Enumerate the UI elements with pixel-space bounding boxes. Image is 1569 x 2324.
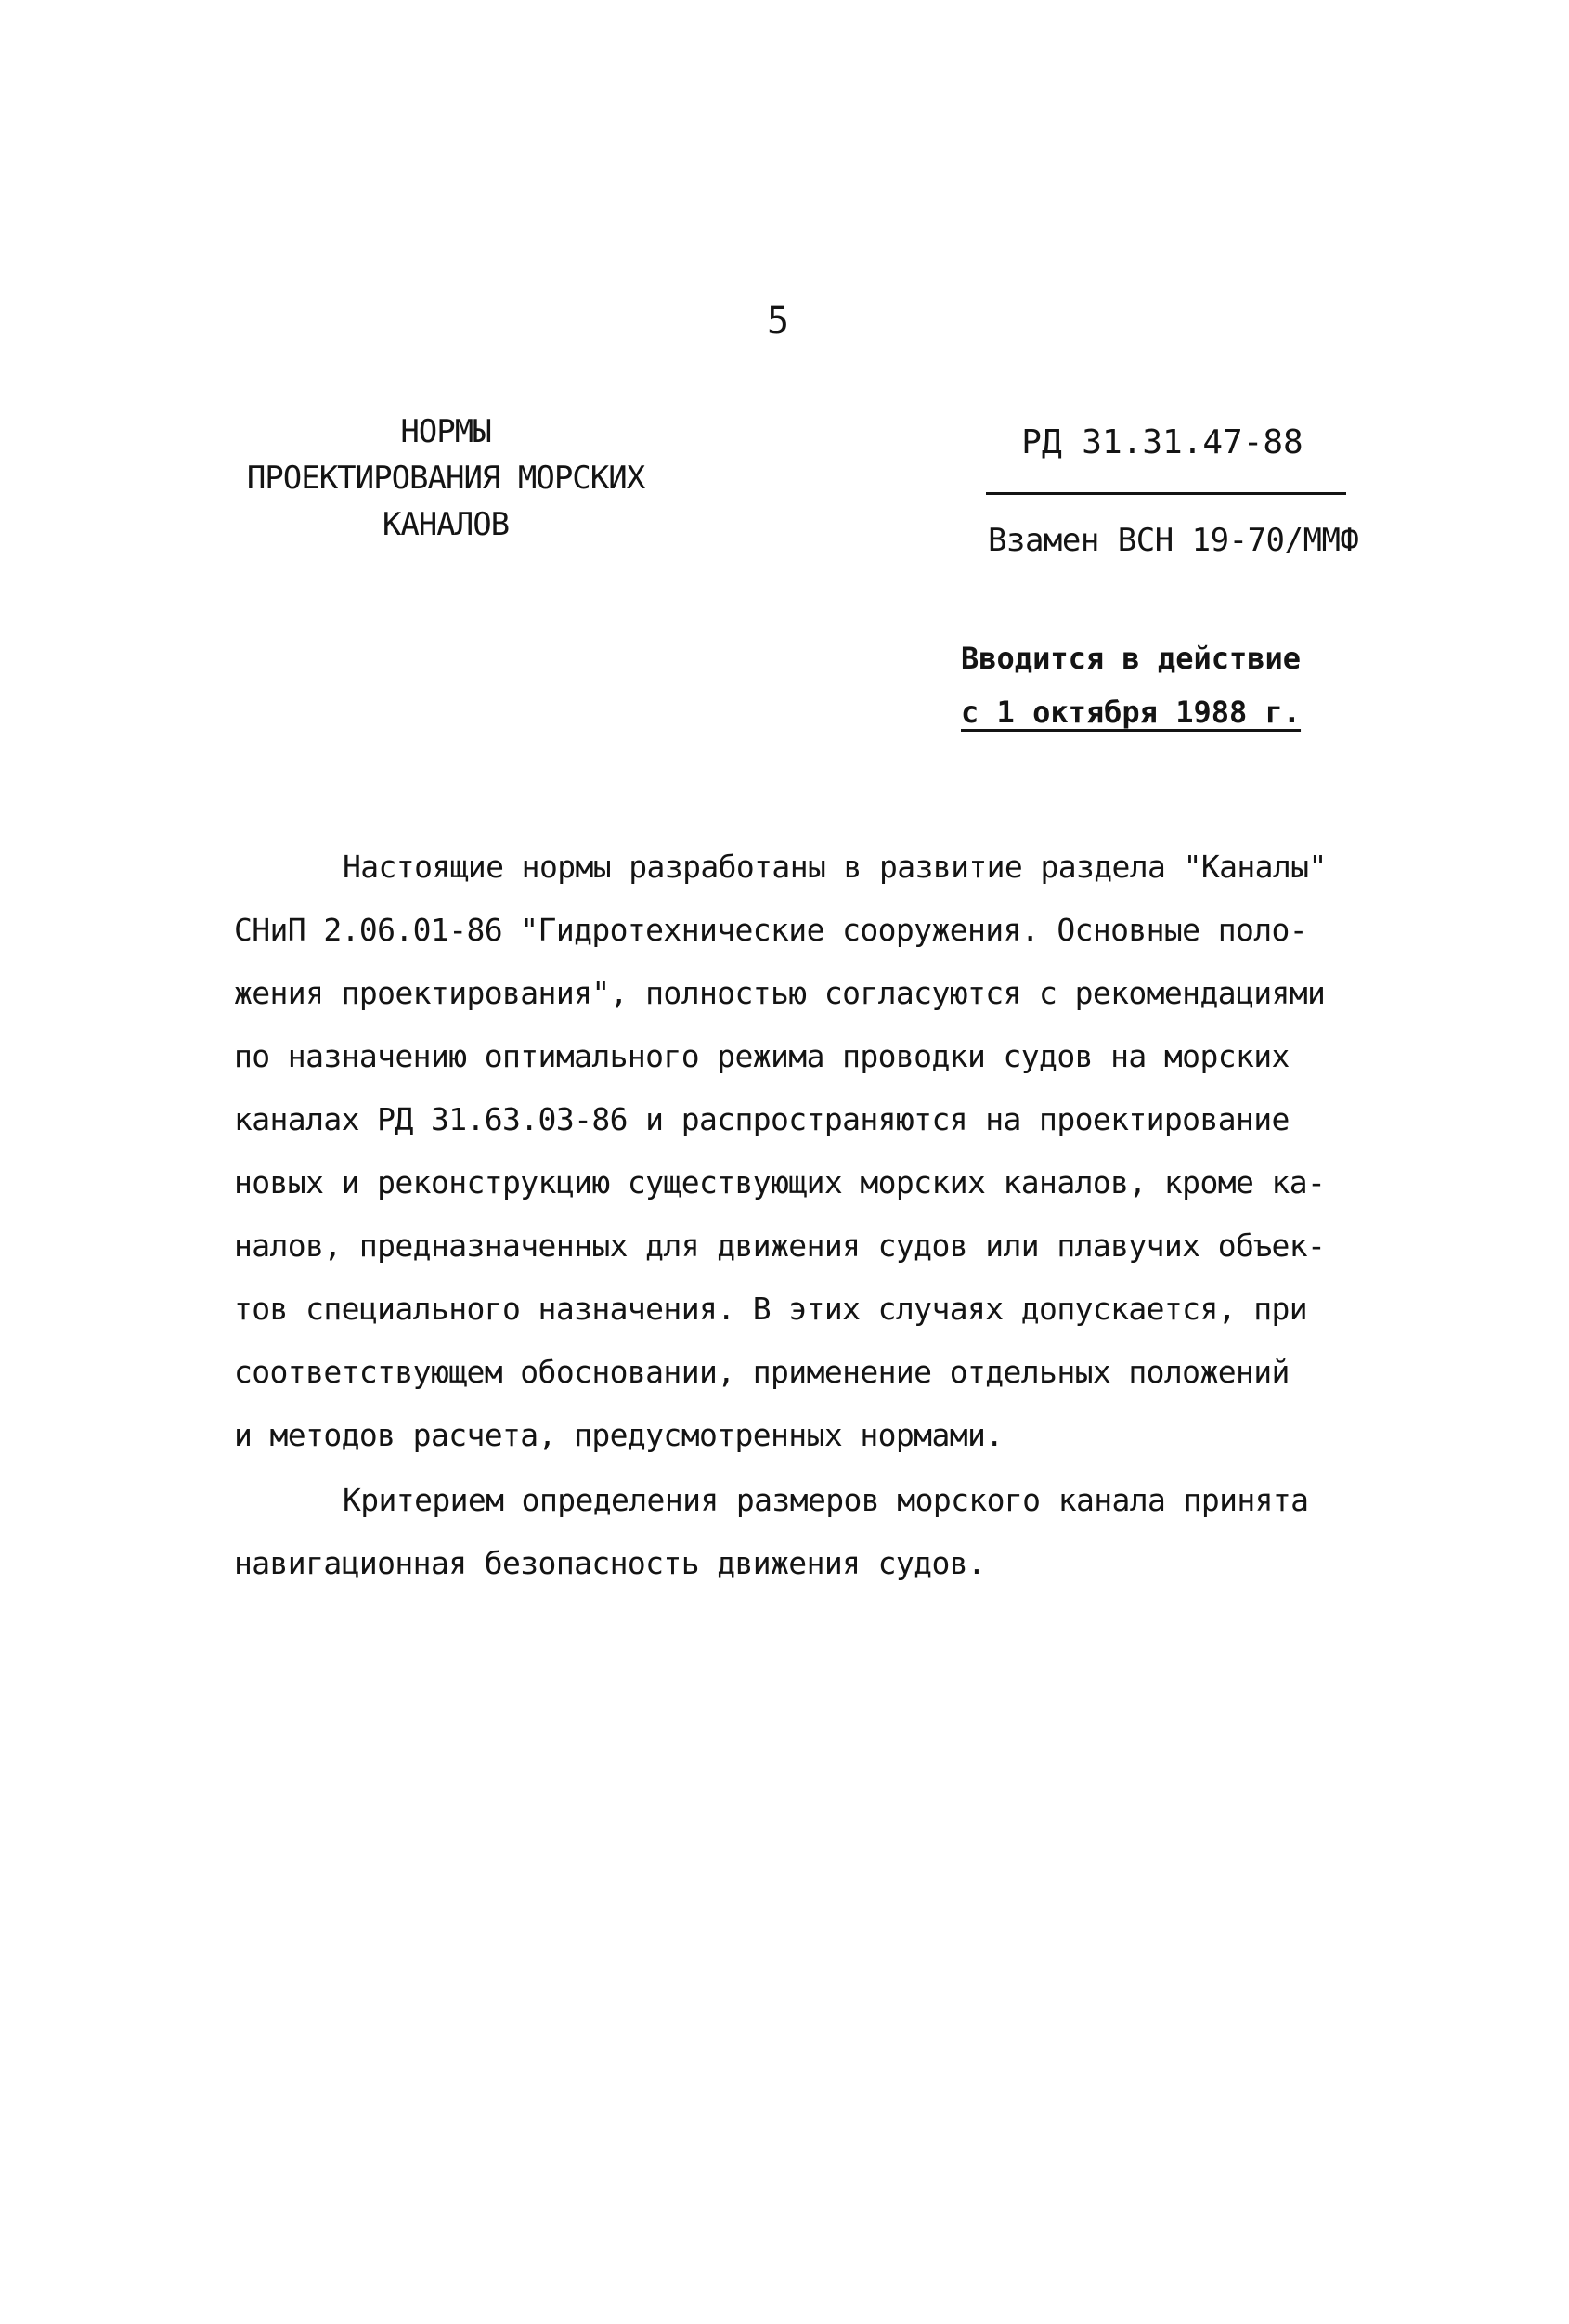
paragraph-line: навигационная безопасность движения судов. [234, 1545, 986, 1581]
paragraph-line: новых и реконструкцию существующих морских каналов, кроме ка- [234, 1164, 1326, 1201]
paragraph [234, 836, 1404, 1467]
paragraph [234, 1469, 1404, 1595]
title-line: ПРОЕКТИРОВАНИЯ МОРСКИХ [246, 460, 645, 497]
paragraph-line: и методов расчета, предусмотренных нормами. [234, 1417, 1004, 1453]
paragraph-line: жения проектирования", полностью согласуются с рекомендациями [234, 975, 1326, 1011]
effective-label: Вводится в действие [961, 641, 1302, 676]
paragraph-line: соответствующем обосновании, применение отдельных положений [234, 1354, 1290, 1390]
document-code: РД 31.31.47-88 [1021, 423, 1303, 461]
paragraph-line: Критерием определения размеров морского канала принята [343, 1482, 1309, 1518]
code-divider [986, 492, 1346, 495]
paragraph-line: каналах РД 31.63.03-86 и распространяются на проектирование [234, 1101, 1290, 1137]
document-title [204, 409, 687, 548]
paragraph-line: тов специального назначения. В этих случаях допускается, при [234, 1291, 1308, 1327]
paragraph-line: Настоящие нормы разработаны в развитие раздела "Каналы" [343, 849, 1327, 885]
title-line: КАНАЛОВ [382, 506, 510, 543]
effective-date-block [961, 631, 1301, 739]
effective-date: с 1 октября 1988 г. [961, 695, 1302, 730]
body-text [234, 836, 1404, 1595]
page-number: 5 [767, 300, 790, 343]
paragraph-line: по назначению оптимального режима проводки судов на морских [234, 1038, 1290, 1074]
title-line: НОРМЫ [400, 413, 491, 450]
paragraph-line: налов, предназначенных для движения судов или плавучих объек- [234, 1227, 1326, 1264]
paragraph-line: СНиП 2.06.01-86 "Гидротехнические сооружения. Основные поло- [234, 912, 1308, 948]
replaces-note: Взамен ВСН 19-70/ММФ [988, 522, 1359, 559]
